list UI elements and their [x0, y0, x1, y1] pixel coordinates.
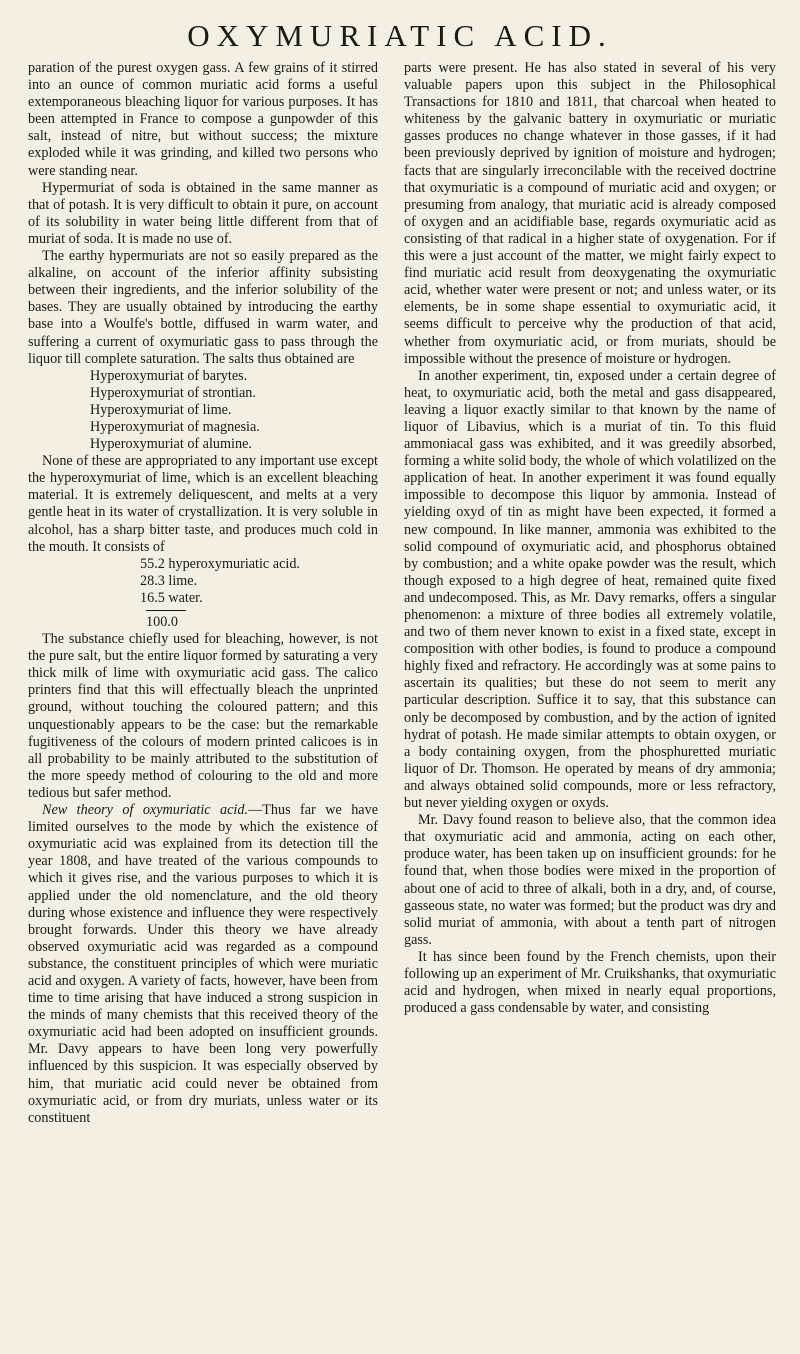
paragraph: It has since been found by the French chemists, upon their following up an experiment of Mr. Cruikshanks, that oxymuriatic acid and hydrogen, when mixed in nearly equal proportions, produced a gass condensable by water, and consisting: [404, 948, 776, 1017]
composition-table: [140, 556, 378, 607]
paragraph: paration of the purest oxygen gass. A few grains of it stirred into an ounce of common muriatic acid forms a useful extemporaneous bleaching liquor for various purposes. It has been attempted in France to compose a gunpowder of this salt, instead of nitre, but without success; the mixture exploded while it was grinding, and killed two persons who were standing near.: [28, 60, 378, 179]
composition-row: 55.2 hyperoxymuriatic acid.: [140, 555, 300, 572]
paragraph: parts were present. He has also stated in several of his very valuable papers upon this subject in the Philosophical Transactions for 1810 and 1811, that charcoal when heated to whiteness by the galvanic battery in oxymuriatic or muriatic gasses produces no change whatever in those gasses, if it had been previously deprived by ignition of moisture and hydrogen; facts that are singularly irreconcilable with the received doctrine that oxymuriatic is a compound of muriatic acid and oxygen; or presuming from analogy, that muriatic acid is already composed of oxygen and an acidifiable base, regards oxymuriatic acid as consisting of that radical in a higher state of oxygenation. For if this were a just account of the matter, we might fairly expect to find muriatic acid result from deoxygenating the oxymuriatic acid, whether water were present or not; and unless water, or its elements, be in some shape essential to oxymuriatic acid, it seems difficult to perceive why the production of that acid, whether from oxymuriatic acid, or from muriats, should be impossible without the presence of moisture or hydrogen.: [404, 60, 776, 367]
composition-row: 28.3 lime.: [140, 572, 198, 589]
salts-list: [90, 368, 378, 453]
paragraph: None of these are appropriated to any important use except the hyperoxymuriat of lime, which is an excellent bleaching material. It is extremely deliquescent, and melts at a very gentle heat in its water of crystallization. It is very soluble in alcohol, has a sharp bitter taste, and produces much cold in the mouth. It consists of: [28, 453, 378, 555]
paragraph: Mr. Davy found reason to believe also, that the common idea that oxymuriatic acid and ammonia, acting on each other, produce water, has been taken up on insufficient grounds: for he found that, when those bodies were mixed in the proportion of about one of acid to three of alkali, both in a dry, and, of course, gasseous state, no water was formed; but the product was dry and solid muriat of ammonia, with about a tenth part of nitrogen gass.: [404, 812, 776, 948]
composition-total: 100.0: [146, 614, 178, 630]
paragraph: [28, 802, 378, 1127]
left-column: [28, 60, 378, 1127]
paragraph: The earthy hypermuriats are not so easily prepared as the alkaline, on account of the inferior affinity subsisting between their ingredients, and the inferior solubility of the bases. They are usually obtained by introducing the earthy base into a Woulfe's bottle, diffused in warm water, and suffering a current of oxymuriatic gass to pass through the liquor till complete saturation. The salts thus obtained are: [28, 248, 378, 367]
paragraph: Hypermuriat of soda is obtained in the same manner as that of potash. It is very difficult to obtain it pure, on account of its solubility in water being little different from that of muriat of soda. It is made no use of.: [28, 179, 378, 247]
right-column: [404, 60, 776, 1017]
running-head-title: OXYMURIATIC ACID.: [187, 18, 613, 53]
paragraph-text: —Thus far we have limited ourselves to the mode by which the existence of oxymuriatic acid was explained from its detection till the year 1808, and have treated of the various compounds to which it gives rise, and the various purposes to which it is applied under the old nomenclature, and the old theory during whose existence and influence they were respectively brought forwards. Under this theory we have already observed oxymuriatic acid was regarded as a compound substance, the constituent principles of which were muriatic acid and oxygen. A variety of facts, however, have been from time to time arising that have induced a strong suspicion in the minds of many chemists that this received theory of the oxymuriatic acid had been adopted on insufficient grounds. Mr. Davy appears to have been long very powerfully influenced by this suspicion. It was especially observed by him, that muriatic acid could never be obtained from oxymuriatic acid, or from dry muriats, unless water or its constituent: [28, 802, 378, 1126]
paragraph: In another experiment, tin, exposed under a certain degree of heat, to oxymuriatic acid, both the metal and gass disappeared, leaving a liquor exactly similar to that known by the name of liquor of Libavius, which is a muriat of tin. To this fluid ammoniacal gass was exhibited, and it was greedily absorbed, forming a white solid body, the whole of which volatilized on the application of heat. In another experiment it was found equally impossible to decompose this liquor by ammonia. Instead of yielding oxyd of tin as might have been expected, it formed a new compound. In like manner, ammonia was exhibited to the solid compound of oxymuriatic acid, and phosphorus obtained by combustion; and a white opake powder was the result, which though exposed to a high degree of heat, remained quite fixed and undecomposed. This, as Mr. Davy remarks, offers a singular phenomenon: a mixture of three bodies all extremely volatile, and two of them never known to exist in a fixed state, except in composition with other bodies, is found to produce a compound highly fixed and refractory. He accordingly was at some pains to ascertain its qualities; but these do not seem to merit any particular description. Suffice it to say, that this substance can only be decomposed by combustion, and by the action of ignited hydrat of potash. He made similar attempts to obtain oxygen, or a body containing oxygen, from the phosphuretted muriatic liquor of Dr. Thomson. He operated by means of dry ammonia; and always obtained solid compounds, more or less refractory, but never yielding oxygen or oxyds.: [404, 367, 776, 812]
composition-row: 16.5 water.: [140, 589, 203, 606]
list-item: Hyperoxymuriat of strontian.: [90, 384, 256, 401]
section-heading: New theory of oxymuriatic acid.: [42, 802, 249, 819]
list-item: Hyperoxymuriat of barytes.: [90, 367, 248, 384]
sum-rule: [146, 610, 186, 611]
list-item: Hyperoxymuriat of magnesia.: [90, 418, 260, 435]
list-item: Hyperoxymuriat of lime.: [90, 401, 232, 418]
paragraph: The substance chiefly used for bleaching, however, is not the pure salt, but the entire liquor formed by saturating a very thick milk of lime with oxymuriatic acid gass. The calico printers find that this will effectually bleach the unprinted ground, without touching the coloured pattern; and this unquestionably appears to be the case: but the remarkable fugitiveness of the colours of modern printed calicoes is in all probability to be mainly attributed to the substitution of the more speedy method of colouring to the old and more tedious but safer method.: [28, 631, 378, 801]
list-item: Hyperoxymuriat of alumine.: [90, 436, 252, 453]
